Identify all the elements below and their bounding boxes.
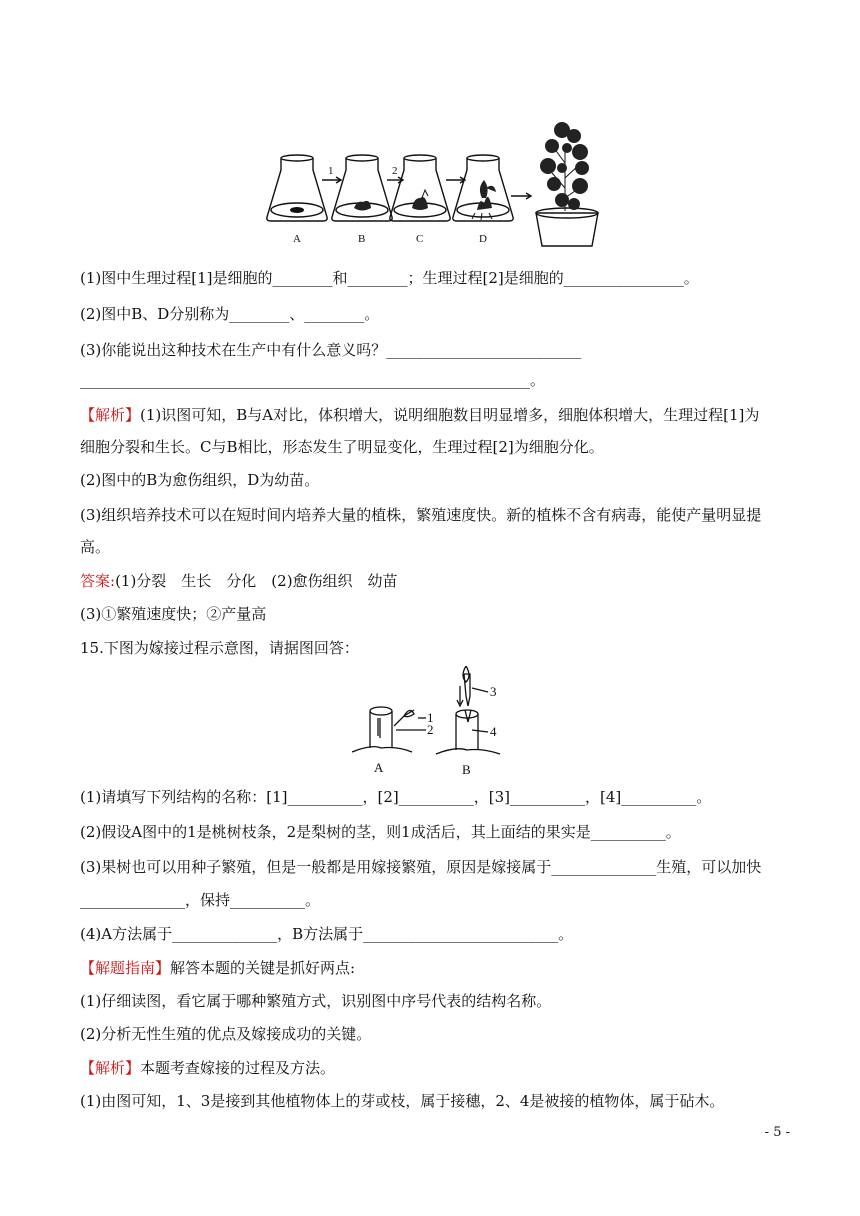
graft-number-2: 2 [427, 722, 434, 737]
q15-stem: 15.下图为嫁接过程示意图，请据图回答： [80, 639, 359, 657]
analysis-tag-2: 【解析】 [80, 1059, 141, 1077]
grafting-figure [352, 666, 512, 778]
q14-part2: (2)图中B、D分别称为________、________。 [80, 305, 380, 323]
graft-number-1: 1 [427, 710, 434, 725]
graft-label-a: A [374, 760, 384, 775]
graft-number-4: 4 [490, 724, 497, 739]
q15-part3-line2: ______________，保持__________。 [80, 891, 321, 909]
answer-tag: 答案: [80, 572, 116, 590]
q14-analysis-line1 [80, 405, 759, 425]
q14-answer-line1 [80, 571, 398, 591]
q14-part3-line2: ____________________________________________________________。 [80, 371, 546, 389]
graft-label-b: B [462, 762, 471, 777]
figure-label-d: D [479, 233, 487, 245]
q15-analysis-line1: (1)由图可知，1、3是接到其他植物体上的芽或枝，属于接穗，2、4是被接的植物体，属于砧木。 [80, 1092, 725, 1110]
q14-part1: (1)图中生理过程[1]是细胞的________和________；生理过程[2]是细胞的________________。 [80, 269, 699, 287]
guide-tag: 【解题指南】 [80, 959, 171, 977]
q14-analysis-line4: (3)组织培养技术可以在短时间内培养大量的植株，繁殖速度快。新的植株不含有病毒，能使产量明显提 [80, 506, 762, 524]
q15-part3-line1: (3)果树也可以用种子繁殖，但是一般都是用嫁接繁殖，原因是嫁接属于______________生殖，可以加快 [80, 858, 762, 876]
q14-answer-line2: (3)①繁殖速度快；②产量高 [80, 605, 267, 623]
q14-part3-line1: (3)你能说出这种技术在生产中有什么意义吗？__________________________ [80, 341, 582, 359]
q15-guide [80, 958, 355, 978]
figure-label-a: A [293, 233, 301, 245]
figure-label-b: B [358, 233, 366, 245]
page-number: - 5 - [764, 1125, 790, 1140]
q14-analysis-line3: (2)图中的B为愈伤组织，D为幼苗。 [80, 471, 320, 489]
guide-text: 解答本题的关键是抓好两点: [170, 959, 356, 977]
q15-part2: (2)假设A图中的1是桃树枝条，2是梨树的茎，则1成活后，其上面结的果实是__________。 [80, 823, 681, 841]
analysis-intro: 本题考查嫁接的过程及方法。 [140, 1059, 336, 1077]
q15-analysis [80, 1058, 335, 1078]
tissue-culture-figure [262, 118, 632, 248]
figure-label-c: C [416, 233, 424, 245]
analysis-tag: 【解析】 [80, 406, 141, 424]
q15-part1: (1)请填写下列结构的名称：[1]__________，[2]__________，[3]__________，[4]__________。 [80, 788, 712, 806]
q14-analysis-line2: 细胞分裂和生长。C与B相比，形态发生了明显变化，生理过程[2]为细胞分化。 [80, 438, 604, 456]
arrow-label-1: 1 [328, 165, 334, 177]
q15-part4: (4)A方法属于______________，B方法属于__________________________。 [80, 925, 574, 943]
q14-analysis-line5: 高。 [80, 538, 111, 556]
answer-text: (1)分裂 生长 分化 (2)愈伤组织 幼苗 [115, 572, 398, 590]
graft-number-3: 3 [490, 684, 497, 699]
analysis-text: (1)识图可知，B与A对比，体积增大，说明细胞数目明显增多，细胞体积增大，生理过程[1]为 [140, 406, 760, 424]
arrow-label-2: 2 [392, 165, 398, 177]
q15-guide-point1: (1)仔细读图，看它属于哪种繁殖方式，识别图中序号代表的结构名称。 [80, 992, 552, 1010]
q15-guide-point2: (2)分析无性生殖的优点及嫁接成功的关键。 [80, 1025, 372, 1043]
